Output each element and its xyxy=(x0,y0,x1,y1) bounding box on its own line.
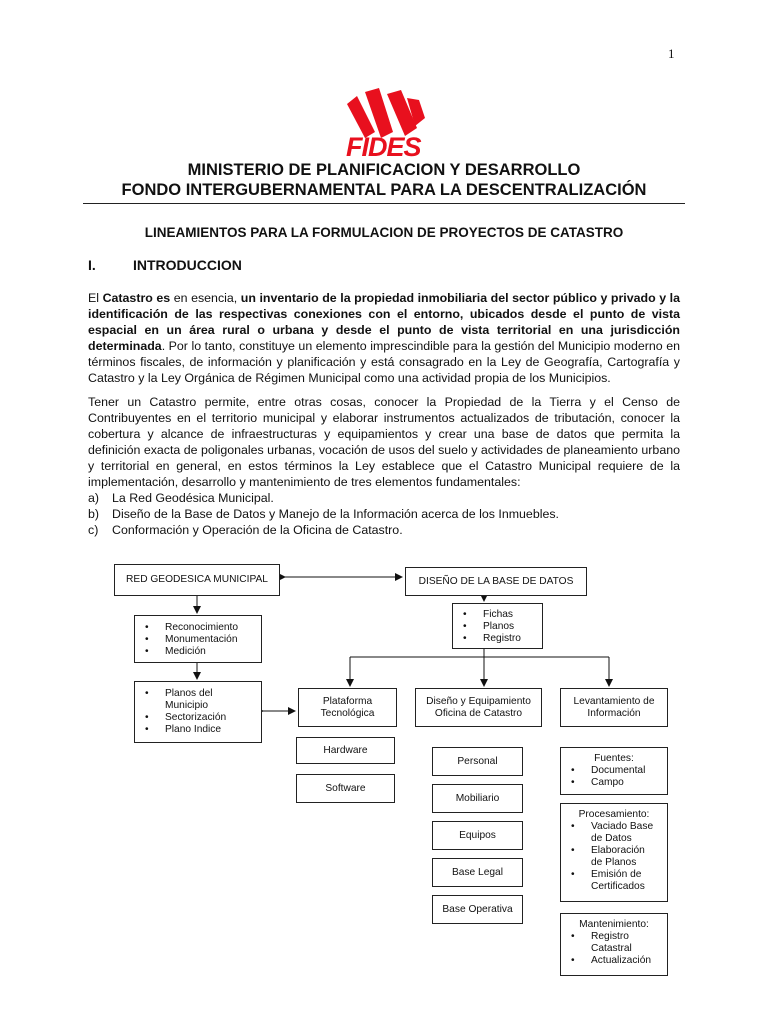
equipos-box: Equipos xyxy=(432,821,523,850)
list-item: • Plano Indice xyxy=(135,724,261,736)
planos-municipio-box xyxy=(134,681,262,743)
fichas-box xyxy=(452,603,543,649)
mantenimiento-box xyxy=(560,913,668,976)
mantenimiento-title: Mantenimiento: xyxy=(579,919,649,930)
red-geodesica-box: RED GEODESICA MUNICIPAL xyxy=(114,564,280,596)
base-legal-box: Base Legal xyxy=(432,858,523,887)
list-item: • Elaboración de Planos xyxy=(561,845,667,869)
header-line-1: MINISTERIO DE PLANIFICACION Y DESARROLLO xyxy=(187,161,581,179)
list-item: • Planos xyxy=(453,621,542,633)
section-title: INTRODUCCION xyxy=(133,257,242,273)
list-item: c) Conformación y Operación de la Oficina de Catastro. xyxy=(88,523,403,537)
list-item: • Registro Catastral xyxy=(561,931,667,955)
procesamiento-title: Procesamiento: xyxy=(578,809,650,820)
list-item: • Medición xyxy=(135,646,261,658)
list-item: • Planos del Municipio xyxy=(135,688,261,712)
list-item: • Monumentación xyxy=(135,634,261,646)
page-number: 1 xyxy=(668,46,675,61)
procesamiento-box xyxy=(560,803,668,902)
list-item: • Vaciado Base de Datos xyxy=(561,821,667,845)
reconocimiento-box xyxy=(134,615,262,663)
paragraph-2: Tener un Catastro permite, entre otras cosas, conocer la Propiedad de la Tierra y el Censo de Contribuyentes en el territorio municipal y elaborar instrumentos actualizados de tributación, conocer la cobertura y alcance de infraestructuras y equipamientos y crear una base de datos que permita la definición exacta de poligonales urbanas, vocación de usos del suelo y actividades de planeamiento urbano y territorial en general, en estos términos la Ley establece que el Catastro Municipal requiere de la implementación, desarrollo y mantenimiento de tres elementos fundamentales: xyxy=(88,395,680,489)
hardware-box: Hardware xyxy=(296,737,395,764)
equipamiento-oficina-box: Diseño y Equipamiento Oficina de Catastro xyxy=(415,688,542,727)
list-item: b) Diseño de la Base de Datos y Manejo de la Información acerca de los Inmuebles. xyxy=(88,507,560,521)
logo-text: FIDES xyxy=(346,132,421,162)
software-box: Software xyxy=(296,774,395,803)
list-item: • Actualización xyxy=(561,955,667,967)
section-number: I. xyxy=(88,257,96,273)
personal-box: Personal xyxy=(432,747,523,776)
fuentes-box xyxy=(560,747,668,795)
list-item: • Reconocimiento xyxy=(135,622,261,634)
list-item: • Sectorización xyxy=(135,712,261,724)
diseno-base-datos-box: DISEÑO DE LA BASE DE DATOS xyxy=(405,567,587,596)
levantamiento-box: Levantamiento de Información xyxy=(560,688,668,727)
mobiliario-box: Mobiliario xyxy=(432,784,523,813)
document-subtitle: LINEAMIENTOS PARA LA FORMULACION DE PROYECTOS DE CATASTRO xyxy=(144,225,624,240)
header-line-2: FONDO INTERGUBERNAMENTAL PARA LA DESCENTRALIZACIÓN xyxy=(121,181,647,199)
list-item: • Emisión de Certificados xyxy=(561,869,667,893)
fuentes-title: Fuentes: xyxy=(594,753,634,764)
list-item: • Fichas xyxy=(453,609,542,621)
list-item: a) La Red Geodésica Municipal. xyxy=(88,491,274,505)
list-item: • Documental xyxy=(561,765,667,777)
base-operativa-box: Base Operativa xyxy=(432,895,523,924)
list-item: • Registro xyxy=(453,633,542,645)
plataforma-tecnologica-box: Plataforma Tecnológica xyxy=(298,688,397,727)
paragraph-1: El Catastro es en esencia, un inventario de la propiedad inmobiliaria del sector público y privado y la identificación de las respectivas conexiones con el entorno, ubicados desde el punto de vista espacial en un área rural o urbana y desde el punto de vista territorial en una jurisdicción determinada. Por lo tanto, constituye un elemento imprescindible para la gestión del Municipio moderno en términos fiscales, de información y planificación y está consagrado en la Ley de Geografía, Cartografía y Catastro y la Ley Orgánica de Régimen Municipal como una actividad propia de los Municipios. xyxy=(88,291,680,385)
list-item: • Campo xyxy=(561,777,667,789)
